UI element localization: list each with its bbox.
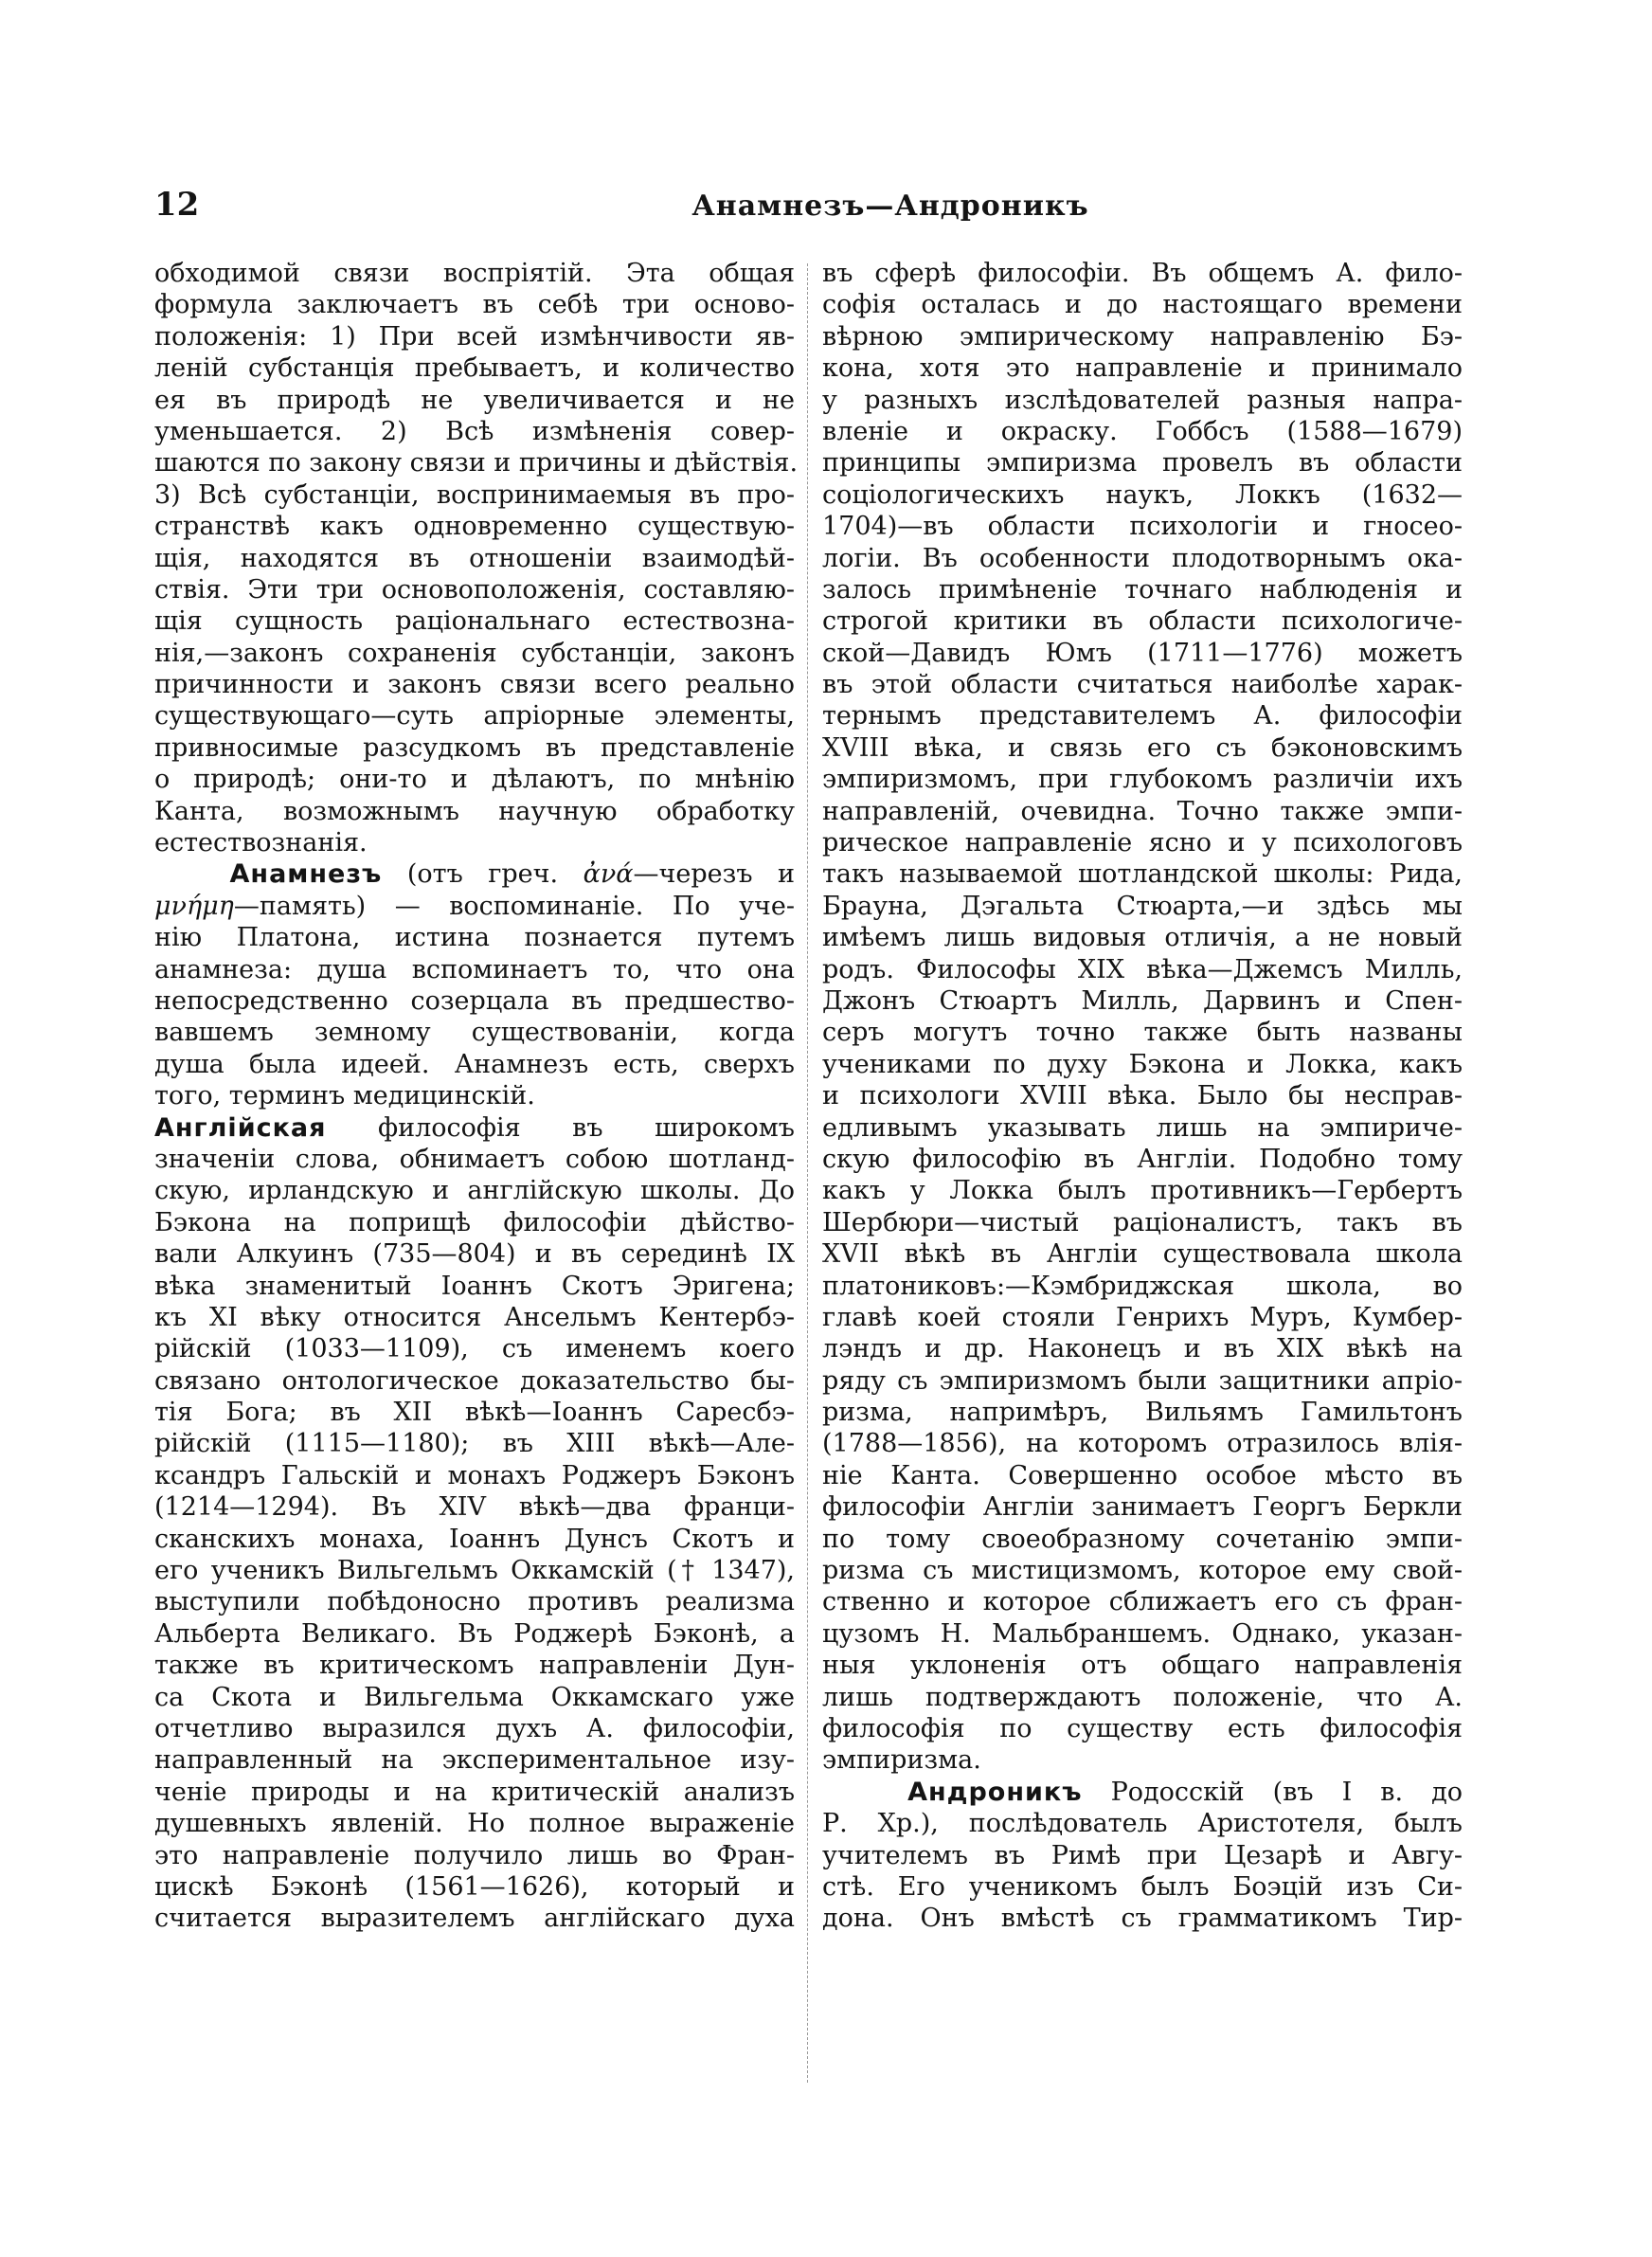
text-line: Р. Хр.), послѣдователь Аристотеля, былъ (822, 1809, 1463, 1839)
text-line: значеніи слова, обнимаетъ собою шотланд- (154, 1144, 795, 1174)
text-line (154, 891, 795, 922)
text-line: нію Платона, истина познается путемъ (154, 923, 795, 953)
text-line: какъ у Локка былъ противникъ—Гербертъ (822, 1176, 1463, 1206)
text-line: у разныхъ изслѣдователей разныя напра- (822, 385, 1463, 415)
text-line: такъ называемой шотландской школы: Рида, (822, 859, 1463, 890)
text-line: непосредственно созерцала въ предшество- (154, 985, 795, 1016)
text-line: ряду съ эмпиризмомъ были защитники апріо- (822, 1365, 1463, 1396)
text-line: серъ могутъ точно также быть названы (822, 1018, 1463, 1048)
text-line: причинности и законъ связи всего реально (154, 670, 795, 700)
text-line: цискѣ Бэконѣ (1561—1626), который и (154, 1871, 795, 1902)
text-line: тія Бога; въ XII вѣкѣ—Іоаннъ Саресбэ- (154, 1398, 795, 1428)
text-line: направленій, очевидна. Точно также эмпи- (822, 796, 1463, 826)
text-line: платониковъ:—Кэмбриджская школа, во (822, 1271, 1463, 1301)
text-line: (1214—1294). Въ XIV вѣкѣ—два франци- (154, 1492, 795, 1523)
text-line: связано онтологическое доказательство бы- (154, 1365, 795, 1396)
text-line: XVIII вѣка, и связь его съ бэконовскимъ (822, 732, 1463, 763)
text-line: вѣка знаменитый Іоаннъ Скотъ Эригена; (154, 1271, 795, 1301)
text-line: естествознанія. (154, 828, 368, 858)
greek-word: μνήμη (154, 891, 234, 921)
entry-headword: Анамнезъ (229, 859, 383, 890)
text-line: щія сущность раціональнаго естествозна- (154, 606, 795, 637)
text-line: Альберта Великаго. Въ Роджерѣ Бэконѣ, а (154, 1618, 795, 1649)
left-column (154, 258, 799, 1935)
text-line: вѣрною эмпирическому направленію Бэ- (822, 321, 1463, 352)
text-line: ствія. Эти три основоположенія, составляю- (154, 574, 795, 605)
text-line: привносимые разсудкомъ въ представленіе (154, 732, 795, 763)
text-line: логіи. Въ особенности плодотворнымъ ока- (822, 543, 1463, 573)
text-line: ксандръ Гальскій и монахъ Роджеръ Бэконъ (154, 1460, 795, 1490)
text-line: щія, находятся въ отношеніи взаимодѣй- (154, 543, 795, 573)
page-number: 12 (154, 186, 200, 224)
text-line: вавшемъ земному существованіи, когда (154, 1018, 795, 1048)
text-line: уменьшается. 2) Всѣ измѣненія совер- (154, 416, 795, 446)
column-rule (807, 263, 808, 2083)
text-fragment: (отъ греч. (406, 859, 559, 890)
text-line: его ученикъ Вильгельмъ Оккамскій († 1347), (154, 1556, 795, 1586)
entry-angliyskaya-filosofiya (154, 1112, 795, 1935)
text-line: принципы эмпиризма провелъ въ области (822, 448, 1463, 478)
text-line: XVII вѣкѣ въ Англіи существовала школа (822, 1239, 1463, 1270)
text-line: родъ. Философы XIX вѣка—Джемсъ Милль, (822, 954, 1463, 984)
text-line: въ сферѣ философіи. Въ общемъ А. фило- (822, 259, 1463, 288)
text-line: шаются по закону связи и причины и дѣйствія. (154, 448, 799, 478)
text-line: стѣ. Его ученикомъ былъ Боэцій изъ Си- (822, 1871, 1463, 1902)
text-line: Канта, возможнымъ научную обработку (154, 796, 795, 826)
text-line: по тому своеобразному сочетанію эмпи- (822, 1524, 1463, 1554)
text-line: эмпиризмомъ, при глубокомъ различіи ихъ (822, 765, 1463, 795)
text-line: нія,—законъ сохраненія субстанціи, законъ (154, 638, 795, 668)
text-line: вали Алкуинъ (735—804) и въ серединѣ IX (154, 1239, 795, 1270)
text-line: къ XI вѣку относится Ансельмъ Кентербэ- (154, 1302, 795, 1332)
text-line: считается выразителемъ англійскаго духа (154, 1904, 795, 1934)
right-column (822, 258, 1463, 1935)
text-line: направленный на экспериментальное изу- (154, 1745, 795, 1776)
text-line: едливымъ указывать лишь на эмпириче- (822, 1112, 1463, 1143)
text-line: ской—Давидъ Юмъ (1711—1776) можетъ (822, 638, 1463, 668)
text-line: тернымъ представителемъ А. философіи (822, 701, 1463, 731)
text-line: ченіе природы и на критическій анализъ (154, 1777, 795, 1807)
text-line: скую философію въ Англіи. Подобно тому (822, 1144, 1463, 1174)
entry-first-line (154, 1112, 795, 1144)
text-line: леній субстанція пребываетъ, и количество (154, 353, 795, 384)
text-line: имѣемъ лишь видовыя отличія, а не новый (822, 923, 1463, 953)
text-line: душа была идеей. Анамнезъ есть, сверхъ (154, 1049, 795, 1079)
text-line: Бэкона на поприщѣ философіи дѣйство- (154, 1207, 795, 1237)
text-line: о природѣ; они-то и дѣлаютъ, по мнѣнію (154, 765, 795, 795)
text-line: ея въ природѣ не увеличивается и не (154, 385, 795, 415)
text-line: ныя уклоненія отъ общаго направленія (822, 1651, 1463, 1681)
text-line: залось примѣненіе точнаго наблюденія и (822, 574, 1463, 605)
text-line: са Скота и Вильгельма Оккамскаго уже (154, 1682, 795, 1712)
text-line: Шербюри—чистый раціоналистъ, такъ въ (822, 1207, 1463, 1237)
text-line: учениками по духу Бэкона и Локка, какъ (822, 1049, 1463, 1079)
entry-headword: Андроникъ (907, 1777, 1083, 1807)
text-fragment: Родосскій (въ I в. до (1110, 1777, 1463, 1807)
text-line: главѣ коей стояли Генрихъ Муръ, Кумбер- (822, 1302, 1463, 1332)
text-line: кона, хотя это направленіе и принимало (822, 353, 1463, 384)
text-line: лэндъ и др. Наконецъ и въ XIX вѣкѣ на (822, 1334, 1463, 1364)
text-fragment: —черезъ и (633, 859, 796, 890)
greek-word: ἀνά (583, 859, 634, 890)
text-line: скую, ирландскую и англійскую школы. До (154, 1176, 795, 1206)
right-continuation-block (822, 258, 1463, 1777)
text-line: также въ критическомъ направленіи Дун- (154, 1651, 795, 1681)
text-line: и психологи XVIII вѣка. Было бы несправ- (822, 1081, 1463, 1111)
text-line: Брауна, Дэгальта Стюарта,—и здѣсь мы (822, 891, 1463, 921)
text-line: ственно и которое сближаетъ его съ фран- (822, 1587, 1463, 1617)
text-line: рійскій (1115—1180); въ XIII вѣкѣ—Але- (154, 1429, 795, 1459)
text-line: формула заключаетъ въ себѣ три осново- (154, 290, 795, 320)
text-line: въ этой области считаться наиболѣе харак- (822, 670, 1463, 700)
text-line: (1788—1856), на которомъ отразилось влія- (822, 1429, 1463, 1459)
text-line: отчетливо выразился духъ А. философіи, (154, 1713, 795, 1743)
text-line: ризма съ мистицизмомъ, которое ему свой- (822, 1556, 1463, 1586)
text-line: душевныхъ явленій. Но полное выраженіе (154, 1809, 795, 1839)
text-line: ніе Канта. Совершенно особое мѣсто въ (822, 1460, 1463, 1490)
left-intro-block (154, 258, 799, 858)
text-line: дона. Онъ вмѣстѣ съ грамматикомъ Тир- (822, 1904, 1463, 1934)
text-line: обходимой связи воспріятій. Эта общая (154, 259, 795, 288)
text-line: учителемъ въ Римѣ при Цезарѣ и Авгу- (822, 1840, 1463, 1870)
text-line: 3) Всѣ субстанціи, воспринимаемыя въ про- (154, 479, 795, 510)
text-line: софія осталась и до настоящаго времени (822, 290, 1463, 320)
text-line: вленіе и окраску. Гоббсъ (1588—1679) (822, 416, 1463, 446)
text-fragment: —память) — воспоминаніе. По уче- (233, 891, 795, 921)
text-line: эмпиризма. (822, 1745, 981, 1776)
text-line: рическое направленіе ясно и у психологовъ (822, 828, 1463, 858)
text-line: философія по существу есть философія (822, 1713, 1463, 1743)
entry-anamnez (154, 858, 795, 1111)
text-line: философіи Англіи занимаетъ Георгъ Беркли (822, 1492, 1463, 1523)
text-line: анамнеза: душа вспоминаетъ то, что она (154, 954, 795, 984)
text-line: это направленіе получило лишь во Фран- (154, 1840, 795, 1870)
entry-andronik (822, 1777, 1463, 1935)
running-head: Анамнезъ—Андроникъ (691, 190, 1089, 223)
text-line: строгой критики въ области психологиче- (822, 606, 1463, 637)
text-line: цузомъ Н. Мальбраншемъ. Однако, указан- (822, 1618, 1463, 1649)
text-line: 1704)—въ области психологіи и гносео- (822, 512, 1463, 542)
text-line: лишь подтверждаютъ положеніе, что А. (822, 1682, 1463, 1712)
entry-first-line (154, 858, 795, 890)
text-line: существующаго—суть апріорные элементы, (154, 701, 795, 731)
text-line: ризма, напримѣръ, Вильямъ Гамильтонъ (822, 1398, 1463, 1428)
text-line: того, терминъ медицинскій. (154, 1081, 535, 1111)
text-fragment: философія въ широкомъ (377, 1112, 795, 1143)
text-line: выступили побѣдоносно противъ реализма (154, 1587, 795, 1617)
text-line: положенія: 1) При всей измѣнчивости яв- (154, 321, 795, 352)
text-line: Джонъ Стюартъ Милль, Дарвинъ и Спен- (822, 985, 1463, 1016)
text-line: рійскій (1033—1109), съ именемъ коего (154, 1334, 795, 1364)
text-line: сканскихъ монаха, Іоаннъ Дунсъ Скотъ и (154, 1524, 795, 1554)
text-line: соціологическихъ наукъ, Локкъ (1632— (822, 479, 1463, 510)
entry-first-line (822, 1777, 1463, 1808)
text-line: странствѣ какъ одновременно существую- (154, 512, 795, 542)
entry-headword: Англійская (154, 1112, 327, 1143)
